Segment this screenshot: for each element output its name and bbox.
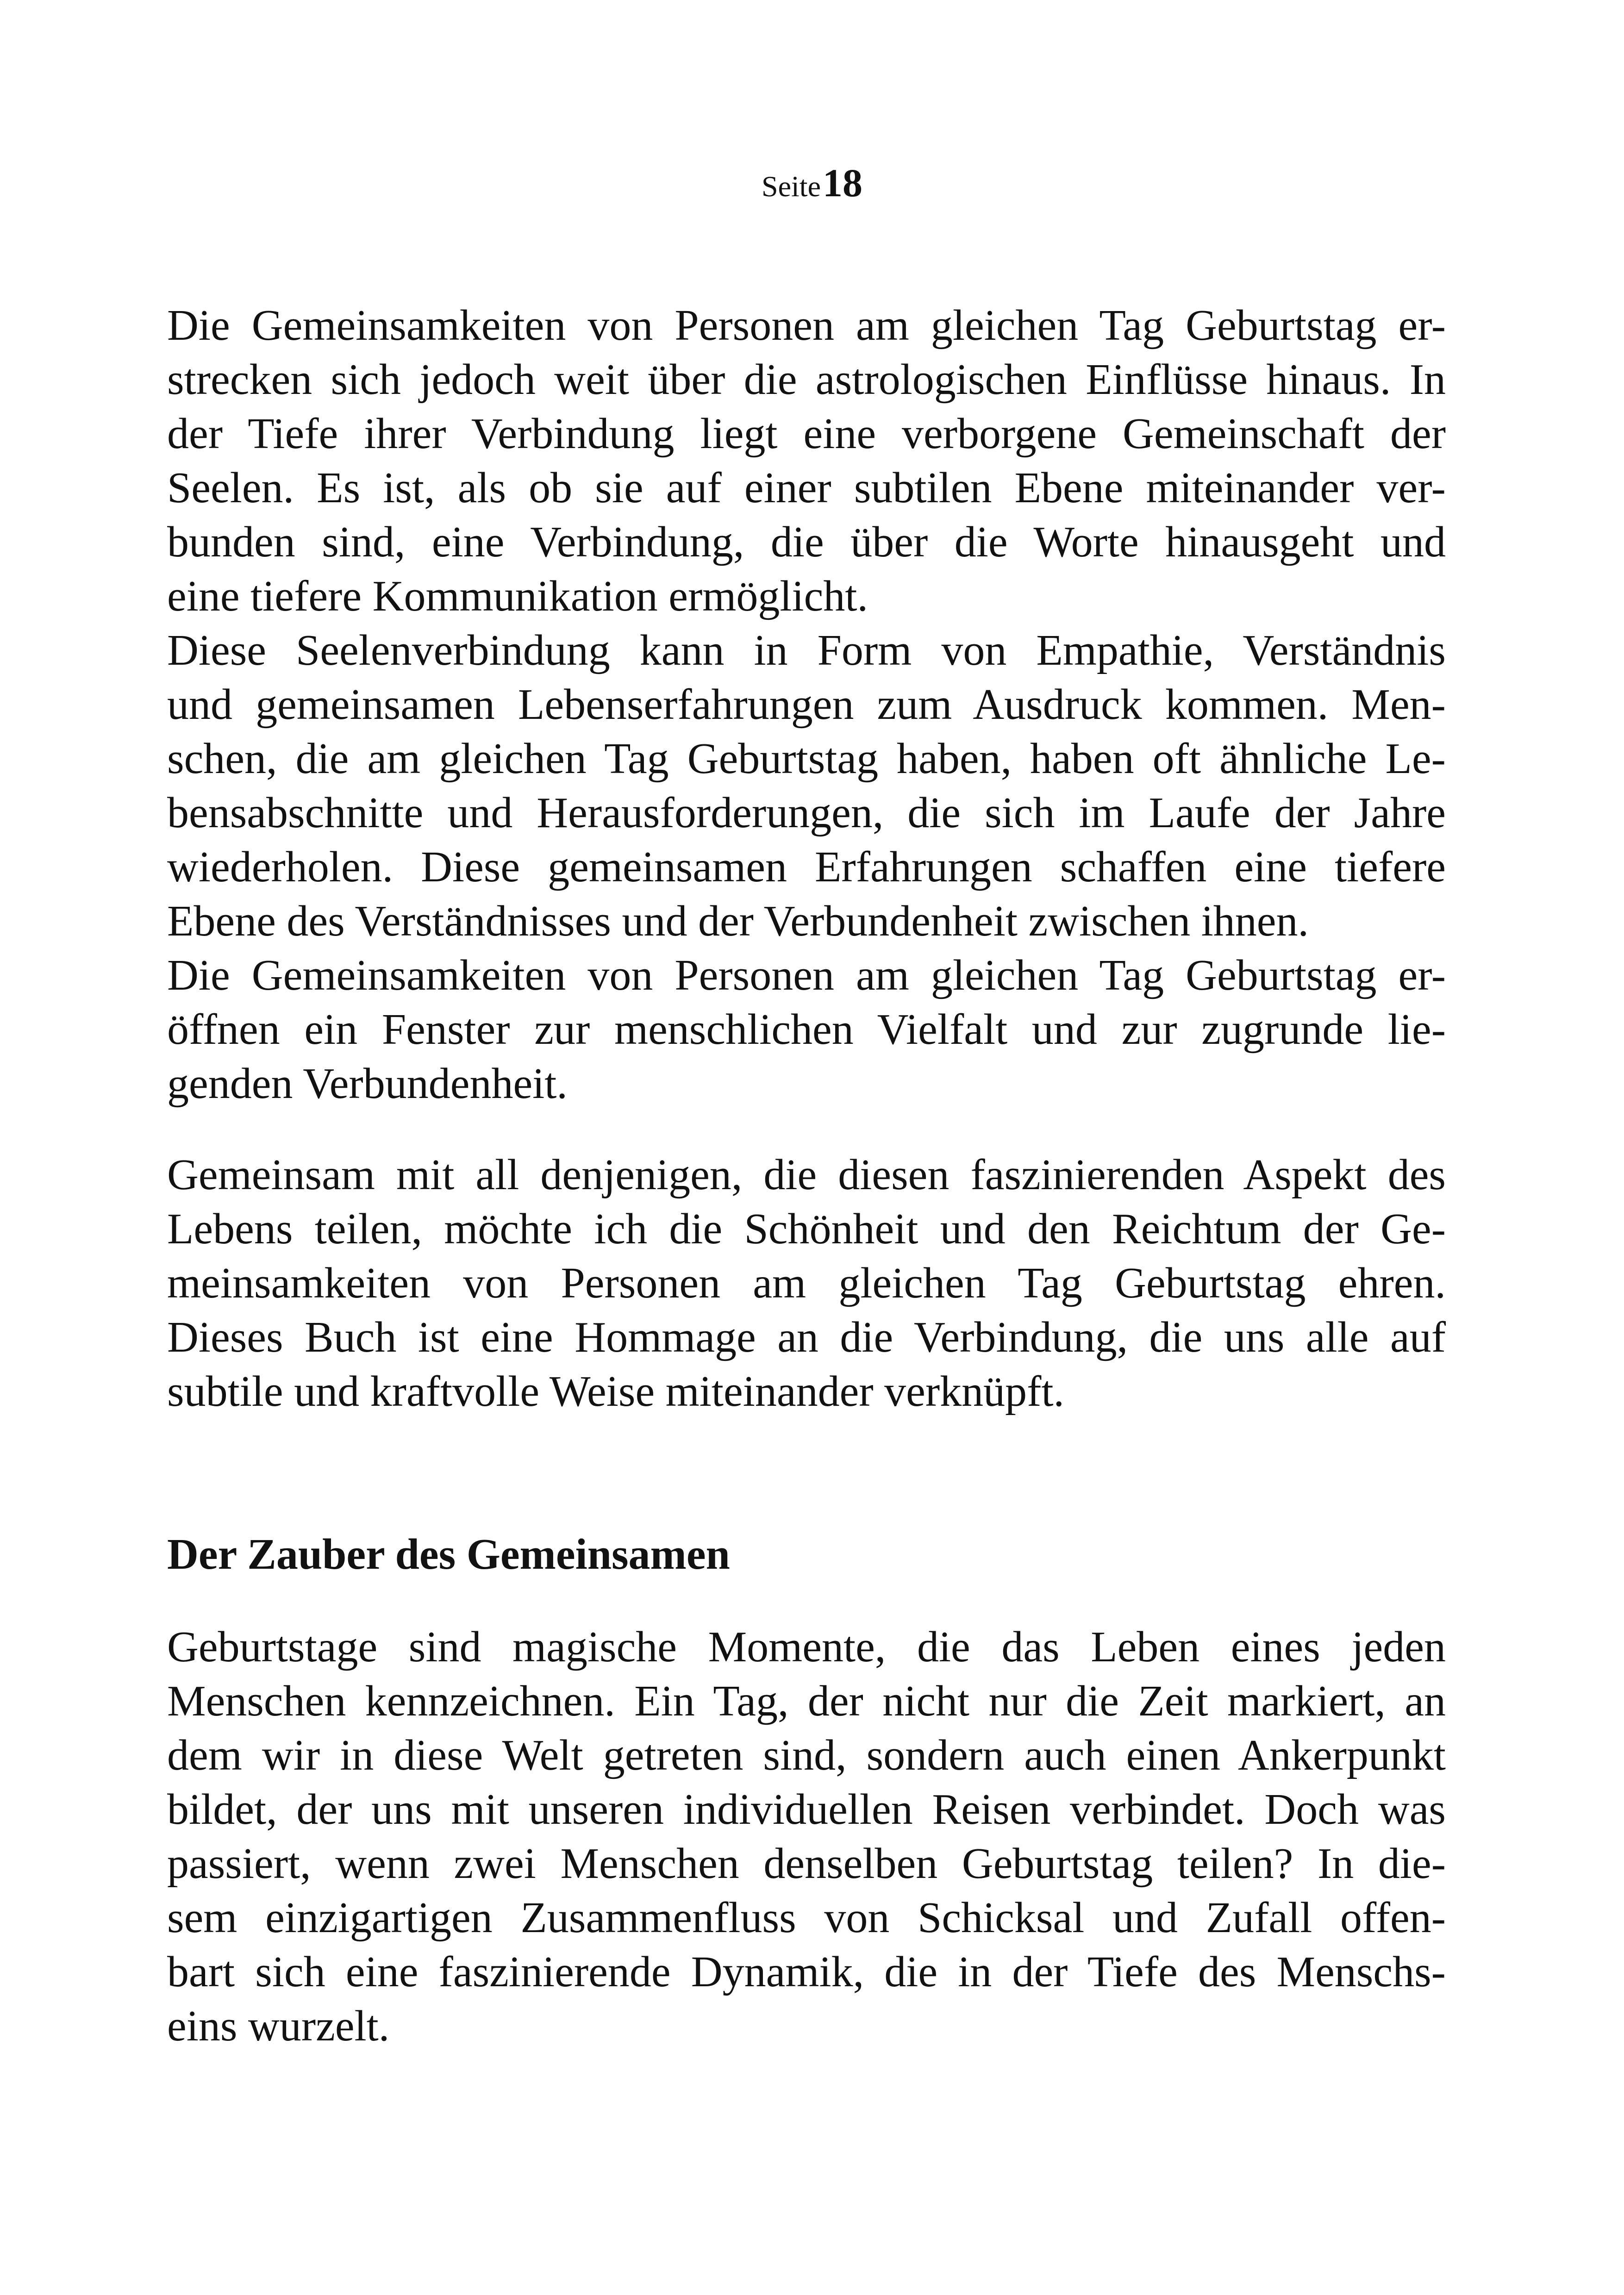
text-line: genden Verbundenheit. bbox=[167, 1060, 568, 1108]
text-line: Geburtstage sind magische Momente, die das Leben eines jeden bbox=[167, 1623, 1446, 1671]
text-line: Lebens teilen, möchte ich die Schönheit und den Reichtum der Ge- bbox=[167, 1205, 1446, 1253]
text-line: dem wir in diese Welt getreten sind, sondern auch einen Ankerpunkt bbox=[167, 1731, 1446, 1779]
text-line: eine tiefere Kommunikation ermöglicht. bbox=[167, 572, 868, 620]
text-line: wiederholen. Diese gemeinsamen Erfahrungen schaffen eine tiefere bbox=[167, 843, 1446, 891]
page-label: Seite bbox=[762, 170, 821, 203]
text-line: schen, die am gleichen Tag Geburtstag haben, haben oft ähnliche Le- bbox=[167, 735, 1446, 783]
text-line: bart sich eine faszinierende Dynamik, die in der Tiefe des Menschs- bbox=[167, 1948, 1446, 1996]
text-line: und gemeinsamen Lebenserfahrungen zum Ausdruck kommen. Men- bbox=[167, 680, 1446, 729]
text-line: Seelen. Es ist, als ob sie auf einer subtilen Ebene miteinander ver- bbox=[167, 464, 1446, 512]
text-line: Ebene des Verständnisses und der Verbundenheit zwischen ihnen. bbox=[167, 897, 1309, 945]
paragraph-block-2 bbox=[167, 1148, 1446, 1419]
paragraph-block-3 bbox=[167, 1620, 1446, 2053]
text-line: eins wurzelt. bbox=[167, 2002, 390, 2050]
page-header bbox=[0, 160, 1624, 206]
text-line: Diese Seelenverbindung kann in Form von Empathie, Verständnis bbox=[167, 626, 1446, 674]
text-line: Die Gemeinsamkeiten von Personen am gleichen Tag Geburtstag er- bbox=[167, 951, 1446, 999]
text-line: Menschen kennzeichnen. Ein Tag, der nicht nur die Zeit markiert, an bbox=[167, 1677, 1446, 1725]
text-line: der Tiefe ihrer Verbindung liegt eine verborgene Gemeinschaft der bbox=[167, 410, 1446, 458]
text-line: Dieses Buch ist eine Hommage an die Verbindung, die uns alle auf bbox=[167, 1313, 1446, 1361]
text-line: öffnen ein Fenster zur menschlichen Vielfalt und zur zugrunde lie- bbox=[167, 1005, 1446, 1054]
text-line: strecken sich jedoch weit über die astrologischen Einflüsse hinaus. In bbox=[167, 355, 1446, 404]
text-line: bildet, der uns mit unseren individuellen Reisen verbindet. Doch was bbox=[167, 1785, 1446, 1834]
section-heading: Der Zauber des Gemeinsamen bbox=[167, 1530, 730, 1578]
text-line: sem einzigartigen Zusammenfluss von Schicksal und Zufall offen- bbox=[167, 1894, 1446, 1942]
paragraph-block-1 bbox=[167, 299, 1446, 1111]
text-line: Die Gemeinsamkeiten von Personen am gleichen Tag Geburtstag er- bbox=[167, 301, 1446, 349]
text-line: Gemeinsam mit all denjenigen, die diesen faszinierenden Aspekt des bbox=[167, 1151, 1446, 1199]
page-number: 18 bbox=[822, 161, 862, 205]
text-line: subtile und kraftvolle Weise miteinander verknüpft. bbox=[167, 1367, 1065, 1416]
text-line: meinsamkeiten von Personen am gleichen Tag Geburtstag ehren. bbox=[167, 1259, 1446, 1307]
text-line: bensabschnitte und Herausforderungen, die sich im Laufe der Jahre bbox=[167, 789, 1446, 837]
text-line: bunden sind, eine Verbindung, die über die Worte hinausgeht und bbox=[167, 518, 1446, 566]
text-line: passiert, wenn zwei Menschen denselben Geburtstag teilen? In die- bbox=[167, 1840, 1446, 1888]
